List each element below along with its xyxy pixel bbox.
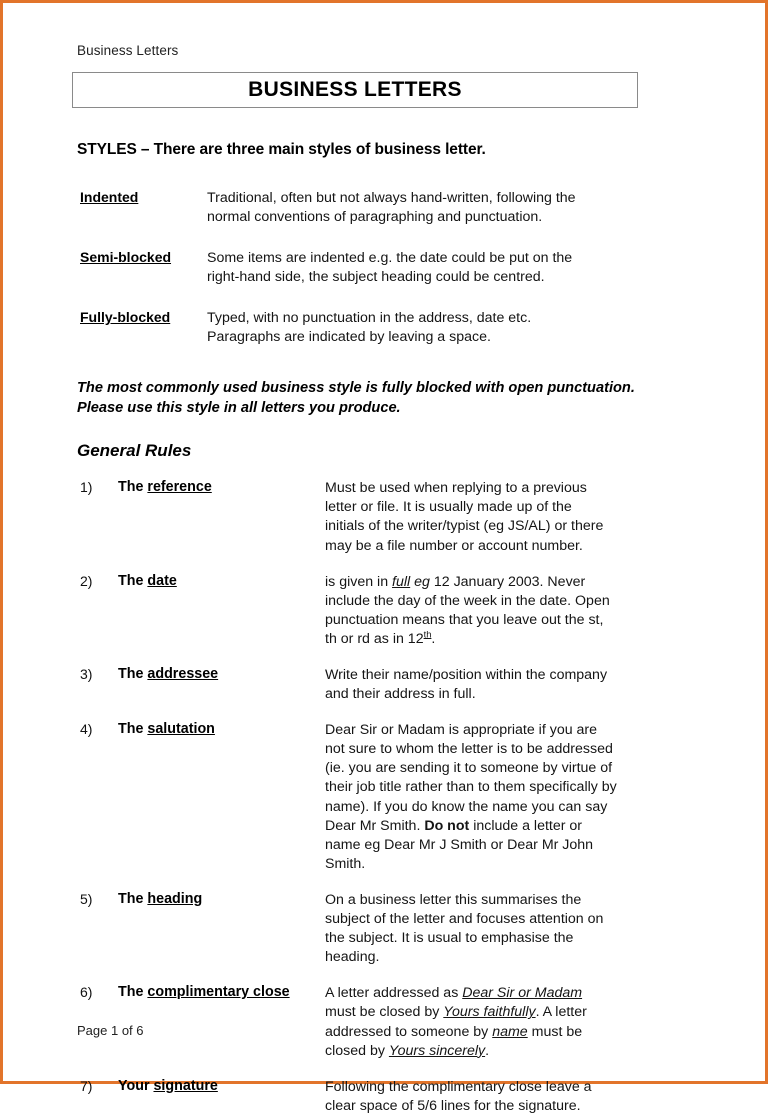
rule-term-prefix: The [118,479,148,496]
rule-term [118,573,325,589]
emphasis-run: Dear Sir or Madam [462,985,583,1002]
rule-body-line: punctuation means that you leave out the st, [325,611,604,628]
rule-number: 6) [80,984,93,1001]
rule-body-line: initials of the writer/typist (eg JS/AL) or there [325,518,604,535]
emphasis-line: Please use this style in all letters you produce. [77,399,401,416]
rule-term-keyword: signature [153,1077,218,1094]
style-row [72,249,693,287]
rule-body-line: Write their name/position within the company [325,667,608,683]
text-run: include a letter or [469,817,583,834]
rule-row [72,891,693,967]
emphasis-run: name [492,1023,528,1040]
style-description-line: Traditional, often but not always hand-written, following the [207,190,576,207]
rule-term-prefix: Your [118,1077,154,1094]
rule-term-keyword: salutation [147,721,215,738]
rule-body [325,573,693,649]
rule-term [118,891,325,907]
style-description [207,309,693,347]
text-run: . A letter [535,1004,587,1021]
rules-list [72,479,693,1116]
style-description [207,189,693,227]
rule-body-line: clear space of 5/6 lines for the signature. [325,1097,581,1114]
rule-body-line: Following the complimentary close leave a [325,1078,592,1095]
rule-row [72,666,693,704]
rule-body-line [325,573,693,592]
rule-row [72,984,693,1060]
text-run: closed by [325,1042,389,1059]
rule-body-line: their job title rather than to them specifically by [325,779,617,796]
style-term [72,249,207,265]
emphasis-run: Yours faithfully [443,1004,536,1021]
style-row [72,189,693,227]
emphasis-run: full [392,573,411,590]
rule-body [325,666,693,704]
rule-term-prefix: The [118,721,148,738]
text-run: 12 January 2003. Never [429,573,586,590]
rule-term [118,721,325,737]
style-description-line: Typed, with no punctuation in the address, date etc. [207,309,532,326]
page-content [3,3,765,1114]
rule-body [325,479,693,555]
rule-number: 2) [80,572,93,589]
rule-body-line [325,984,693,1003]
rule-body-line: (ie. you are sending it to someone by virtue of [325,760,613,777]
text-run: must be closed by [325,1004,444,1021]
rule-term [118,984,325,1000]
rule-body-line: may be a file number or account number. [325,537,583,554]
rule-body-line: Must be used when replying to a previous [325,480,587,497]
rule-row [72,1078,693,1116]
emphasis-run: eg [410,573,430,590]
running-header: Business Letters [77,43,179,58]
text-run: must be [527,1023,583,1040]
ordinal-superscript: th [423,629,432,640]
rule-number: 7) [80,1077,93,1094]
style-term [72,189,207,205]
text-run: is given in [325,573,393,590]
text-run: th or rd as in 12 [325,630,424,647]
general-rules-heading: General Rules [77,441,192,461]
style-description-line: right-hand side, the subject heading could be centred. [207,268,545,285]
text-run: A letter addressed as [325,985,463,1002]
rule-term-keyword: reference [147,479,212,496]
rule-row [72,721,693,874]
rule-term-prefix: The [118,666,148,682]
rule-body-line: the subject. It is usual to emphasise the [325,930,574,947]
emphasis-run: Yours sincerely [388,1042,486,1059]
rule-body [325,721,693,874]
style-term-label: Semi-blocked [80,248,172,265]
rule-body-line: include the day of the week in the date. Open [325,592,610,609]
text-run: addressed to someone by [325,1023,493,1040]
rule-term-keyword: heading [147,890,203,907]
rule-row [72,573,693,649]
rule-body [325,1078,693,1116]
rule-term [118,479,325,495]
rule-body-line: name). If you do know the name you can say [325,798,608,815]
rule-row [72,479,693,555]
style-description-line: normal conventions of paragraphing and punctuation. [207,209,543,226]
rule-body-line [325,1042,693,1061]
style-description-line: Some items are indented e.g. the date could be put on the [207,249,573,266]
style-term [72,309,207,325]
rule-body-line [325,630,693,649]
emphasis-run: Do not [424,817,470,834]
emphasis-paragraph [77,379,693,418]
rule-body-line: Smith. [325,855,366,872]
rule-body-line: and their address in full. [325,686,476,703]
page-footer: Page 1 of 6 [77,1023,144,1038]
rule-body-line [325,1023,693,1042]
rule-number: 5) [80,890,93,907]
rule-body-line: not sure to whom the letter is to be addressed [325,741,613,758]
rule-body-line: heading. [325,949,380,966]
rule-number: 3) [80,666,93,682]
rule-body-line [325,817,693,836]
rule-term-prefix: The [118,572,148,589]
rule-term-keyword: date [147,572,177,589]
text-run: . [485,1042,490,1059]
rule-body-line: subject of the letter and focuses attention on [325,911,604,928]
style-description-line: Paragraphs are indicated by leaving a space. [207,328,491,345]
style-term-label: Fully-blocked [80,308,171,325]
rule-body-line [325,1003,693,1022]
rule-term-keyword: complimentary close [147,984,290,1001]
rule-body [325,984,693,1060]
rule-body-line: letter or file. It is usually made up of the [325,499,572,516]
rule-term-keyword: addressee [147,666,219,682]
style-description [207,249,693,287]
rule-body-line: On a business letter this summarises the [325,891,582,908]
rule-number: 1) [80,479,93,496]
style-row [72,309,693,347]
text-run: . [431,630,436,647]
rule-body-line: name eg Dear Mr J Smith or Dear Mr John [325,836,594,853]
page-title: BUSINESS LETTERS [248,78,462,102]
rule-term [118,1078,325,1094]
emphasis-line: The most commonly used business style is fully blocked with open punctuation. [77,380,635,397]
styles-list [72,189,693,346]
style-term-label: Indented [80,189,139,206]
rule-term [118,666,325,682]
title-box [72,72,638,108]
styles-intro-heading: STYLES – There are three main styles of business letter. [77,141,486,159]
rule-number: 4) [80,721,93,738]
rule-term-prefix: The [118,984,148,1001]
rule-term-prefix: The [118,890,148,907]
rule-body [325,891,693,967]
rule-body-line: Dear Sir or Madam is appropriate if you are [325,722,598,739]
text-run: Dear Mr Smith. [325,817,425,834]
